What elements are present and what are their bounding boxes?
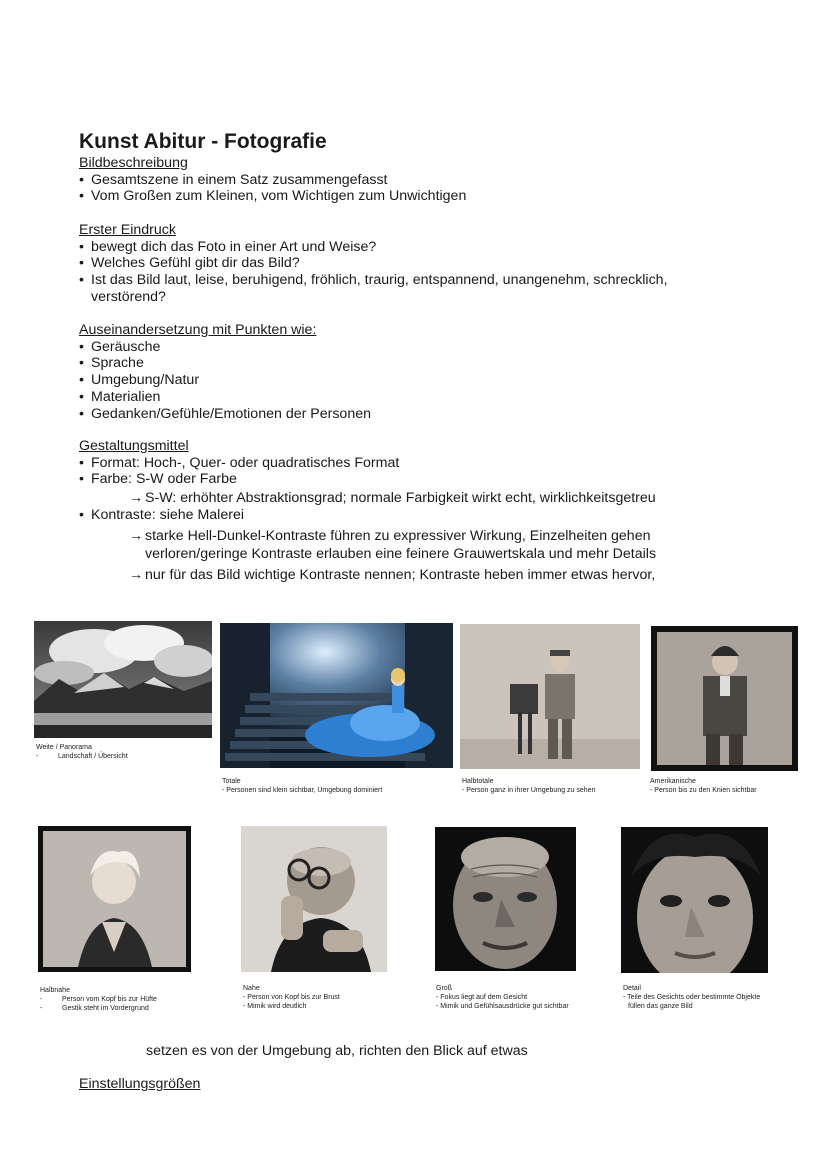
caption-text: - Mimik und Gefühlsausdrücke gut sichtbar bbox=[436, 1003, 569, 1010]
caption-amerikanische bbox=[650, 777, 757, 795]
list-item: • Welches Gefühl gibt dir das Bild? bbox=[79, 255, 668, 272]
list-auseinandersetzung bbox=[79, 339, 371, 423]
caption-text: - Person von Kopf bis zur Brust bbox=[243, 994, 340, 1001]
caption-weite bbox=[36, 743, 128, 761]
section-gestaltungsmittel bbox=[79, 438, 656, 584]
section-bildbeschreibung bbox=[79, 155, 466, 205]
section-auseinandersetzung bbox=[79, 322, 371, 422]
list-item: • Format: Hoch-, Quer- oder quadratisches Format bbox=[79, 455, 656, 472]
list-item-continuation: verstörend? bbox=[91, 288, 166, 305]
list-item: • Gesamtszene in einem Satz zusammengefasst bbox=[79, 172, 466, 189]
caption-title: Amerikanische bbox=[650, 778, 696, 785]
arrow-icon: → bbox=[129, 490, 144, 507]
heading-gestaltungsmittel: Gestaltungsmittel bbox=[79, 438, 189, 454]
caption-title: Halbnahe bbox=[40, 987, 70, 994]
photo-amerikanische bbox=[651, 626, 798, 771]
caption-title: Totale bbox=[222, 778, 241, 785]
list-item: • bewegt dich das Foto in einer Art und Weise? bbox=[79, 239, 668, 256]
caption-text: - Person bis zu den Knien sichtbar bbox=[650, 787, 757, 794]
photo-totale bbox=[220, 623, 453, 768]
caption-text: - Personen sind klein sichtbar, Umgebung dominiert bbox=[222, 787, 383, 794]
list-item: • Farbe: S-W oder Farbe bbox=[79, 471, 656, 488]
photo-halbtotale bbox=[460, 624, 640, 769]
caption-text: - Mimik wird deutlich bbox=[243, 1003, 307, 1010]
caption-text: Landschaft / Übersicht bbox=[58, 753, 128, 760]
list-item: • Materialien bbox=[79, 389, 371, 406]
arrow-note bbox=[79, 528, 656, 545]
arrow-icon: → bbox=[129, 566, 144, 583]
caption-dash: - bbox=[40, 996, 43, 1003]
caption-nahe bbox=[243, 984, 340, 1011]
caption-halbnahe bbox=[40, 986, 157, 1013]
list-gestaltungsmittel-kontraste bbox=[79, 507, 656, 524]
caption-dash: - bbox=[40, 1005, 43, 1012]
page-title: Kunst Abitur - Fotografie bbox=[79, 130, 327, 153]
caption-text: füllen das ganze Bild bbox=[628, 1003, 693, 1010]
list-item: • Umgebung/Natur bbox=[79, 372, 371, 389]
list-item: • Vom Großen zum Kleinen, vom Wichtigen zum Unwichtigen bbox=[79, 188, 466, 205]
heading-einstellungsgroessen: Einstellungsgrößen bbox=[79, 1076, 201, 1092]
heading-erster-eindruck: Erster Eindruck bbox=[79, 222, 176, 238]
arrow-icon: → bbox=[129, 527, 144, 544]
list-gestaltungsmittel bbox=[79, 455, 656, 488]
caption-text: - Fokus liegt auf dem Gesicht bbox=[436, 994, 528, 1001]
caption-gross bbox=[436, 984, 569, 1011]
section-erster-eindruck bbox=[79, 222, 668, 306]
caption-title: Weite / Panorama bbox=[36, 744, 92, 751]
arrow-note bbox=[79, 490, 656, 507]
caption-text: Gestik steht im Vordergrund bbox=[62, 1005, 149, 1012]
arrow-note-text: S-W: erhöhter Abstraktionsgrad; normale Farbigkeit wirkt echt, wirklichkeitsgetreu bbox=[145, 490, 656, 507]
heading-bildbeschreibung: Bildbeschreibung bbox=[79, 155, 188, 171]
footer-text: setzen es von der Umgebung ab, richten den Blick auf etwas bbox=[146, 1043, 528, 1059]
list-bildbeschreibung bbox=[79, 172, 466, 205]
caption-halbtotale bbox=[462, 777, 595, 795]
photo-detail bbox=[621, 827, 768, 973]
photo-nahe bbox=[241, 826, 387, 972]
caption-text: Person vom Kopf bis zur Hüfte bbox=[62, 996, 157, 1003]
list-item: • Ist das Bild laut, leise, beruhigend, fröhlich, traurig, entspannend, unangenehm, schrecklich, bbox=[79, 272, 668, 289]
photo-gross bbox=[435, 827, 576, 971]
arrow-note-continuation: verloren/geringe Kontraste erlauben eine feinere Grauwertskala und mehr Details bbox=[145, 546, 657, 563]
caption-text: - Person ganz in ihrer Umgebung zu sehen bbox=[462, 787, 596, 794]
heading-auseinandersetzung: Auseinandersetzung mit Punkten wie: bbox=[79, 322, 317, 338]
caption-title: Groß bbox=[436, 985, 452, 992]
list-item: • Geräusche bbox=[79, 339, 371, 356]
caption-title: Detail bbox=[623, 985, 641, 992]
caption-title: Nahe bbox=[243, 985, 260, 992]
caption-dash: - bbox=[36, 753, 39, 760]
list-item: • Kontraste: siehe Malerei bbox=[79, 507, 656, 524]
caption-text: - Teile des Gesichts oder bestimmte Objekte bbox=[623, 994, 761, 1001]
list-item: • Gedanken/Gefühle/Emotionen der Personen bbox=[79, 406, 371, 423]
arrow-note-text: nur für das Bild wichtige Kontraste nennen; Kontraste heben immer etwas hervor, bbox=[145, 566, 656, 583]
caption-title: Halbtotale bbox=[462, 778, 494, 785]
caption-detail bbox=[623, 984, 760, 1011]
list-erster-eindruck bbox=[79, 239, 668, 289]
list-item: • Sprache bbox=[79, 355, 371, 372]
arrow-note-text: starke Hell-Dunkel-Kontraste führen zu expressiver Wirkung, Einzelheiten gehen bbox=[145, 527, 651, 544]
arrow-note bbox=[79, 567, 656, 584]
photo-weite-panorama bbox=[34, 621, 212, 738]
caption-totale bbox=[222, 777, 382, 795]
photo-halbnahe bbox=[38, 826, 191, 972]
